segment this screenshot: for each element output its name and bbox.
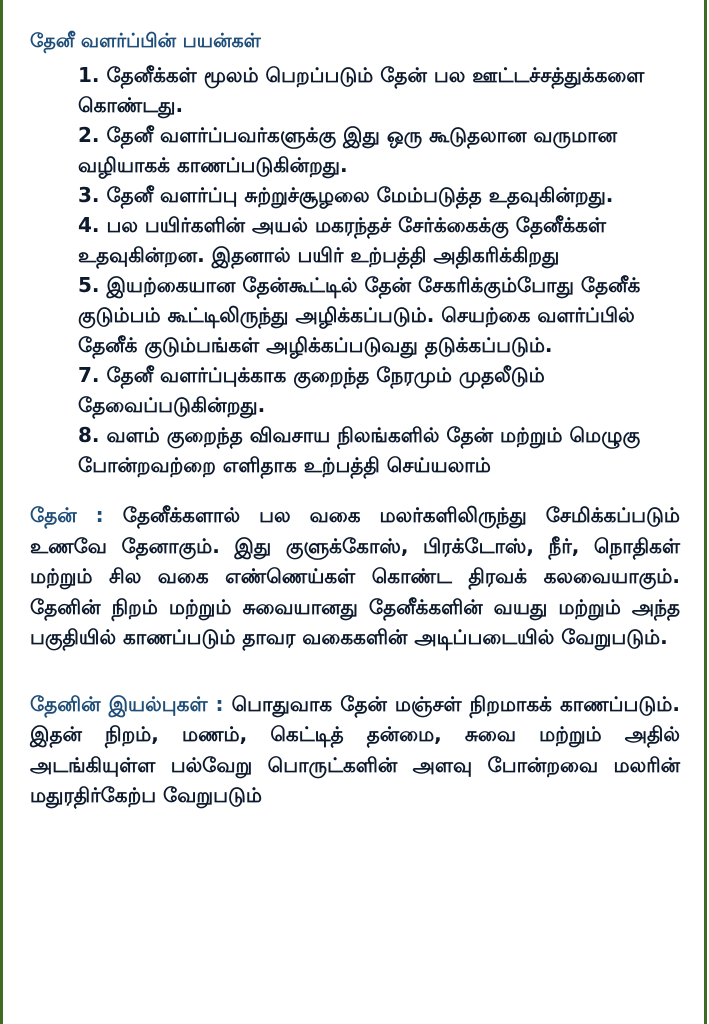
benefits-list [30, 60, 680, 480]
honey-term: தேன் : [30, 503, 104, 527]
properties-paragraph [30, 689, 680, 811]
list-item: 8. வளம் குறைந்த விவசாய நிலங்களில் தேன் மற்றும் மெழுகு போன்றவற்றை எளிதாக உற்பத்தி செய்யலாம் [78, 423, 641, 477]
list-item: 3. தேனீ வளர்ப்பு சுற்றுச்சூழலை மேம்படுத்த உதவுகின்றது. [78, 183, 614, 207]
document-content [30, 28, 680, 811]
page-border-right [704, 0, 707, 1024]
list-item: 2. தேனீ வளர்ப்பவர்களுக்கு இது ஒரு கூடுதலான வருமான வழியாகக் காணப்படுகின்றது. [78, 123, 618, 177]
honey-paragraph [30, 500, 680, 653]
page-border-left [0, 0, 3, 1024]
list-item: 7. தேனீ வளர்ப்புக்காக குறைந்த நேரமும் முதலீடும் தேவைப்படுகின்றது. [78, 363, 545, 417]
properties-term: தேனின் இயல்புகள் : [30, 691, 224, 716]
list-item: 1. தேனீக்கள் மூலம் பெறப்படும் தேன் பல ஊட்டச்சத்துக்களை கொண்டது. [78, 63, 645, 117]
properties-text: பொதுவாக தேன் மஞ்சள் நிறமாகக் காணப்படும். இதன் நிறம், மணம், கெட்டித் தன்மை, சுவை மற்றும் அதில் அடங்கியுள்ள பல்வேறு பொருட்களின் அளவு போன்றவை மலரின் மதுரதிர்கேற்ப வேறுபடும் [30, 691, 680, 807]
list-item: 4. பல பயிர்களின் அயல் மகரந்தச் சேர்க்கைக்கு தேனீக்கள் உதவுகின்றன. இதனால் பயிர் உற்பத்தி அதிகரிக்கிறது [78, 213, 606, 267]
honey-text: தேனீக்களால் பல வகை மலர்களிலிருந்து சேமிக்கப்படும் உணவே தேனாகும். இது குளுக்கோஸ், பிரக்டோஸ், நீர், நொதிகள் மற்றும் சில வகை எண்ணெய்கள் கொண்ட திரவக் கலவையாகும். தேனின் நிறம் மற்றும் சுவையானது தேனீக்களின் வயது மற்றும் அந்த பகுதியில் காணப்படும் தாவர வகைகளின் அடிப்படையில் வேறுபடும். [30, 503, 680, 649]
list-item: 5. இயற்கையான தேன்கூட்டில் தேன் சேகரிக்கும்போது தேனீக் குடும்பம் கூட்டிலிருந்து அழிக்கப்படும். செயற்கை வளர்ப்பில் தேனீக் குடும்பங்கள் அழிக்கப்படுவது தடுக்கப்படும். [78, 273, 641, 357]
benefits-heading: தேனீ வளர்ப்பின் பயன்கள் [30, 30, 261, 52]
